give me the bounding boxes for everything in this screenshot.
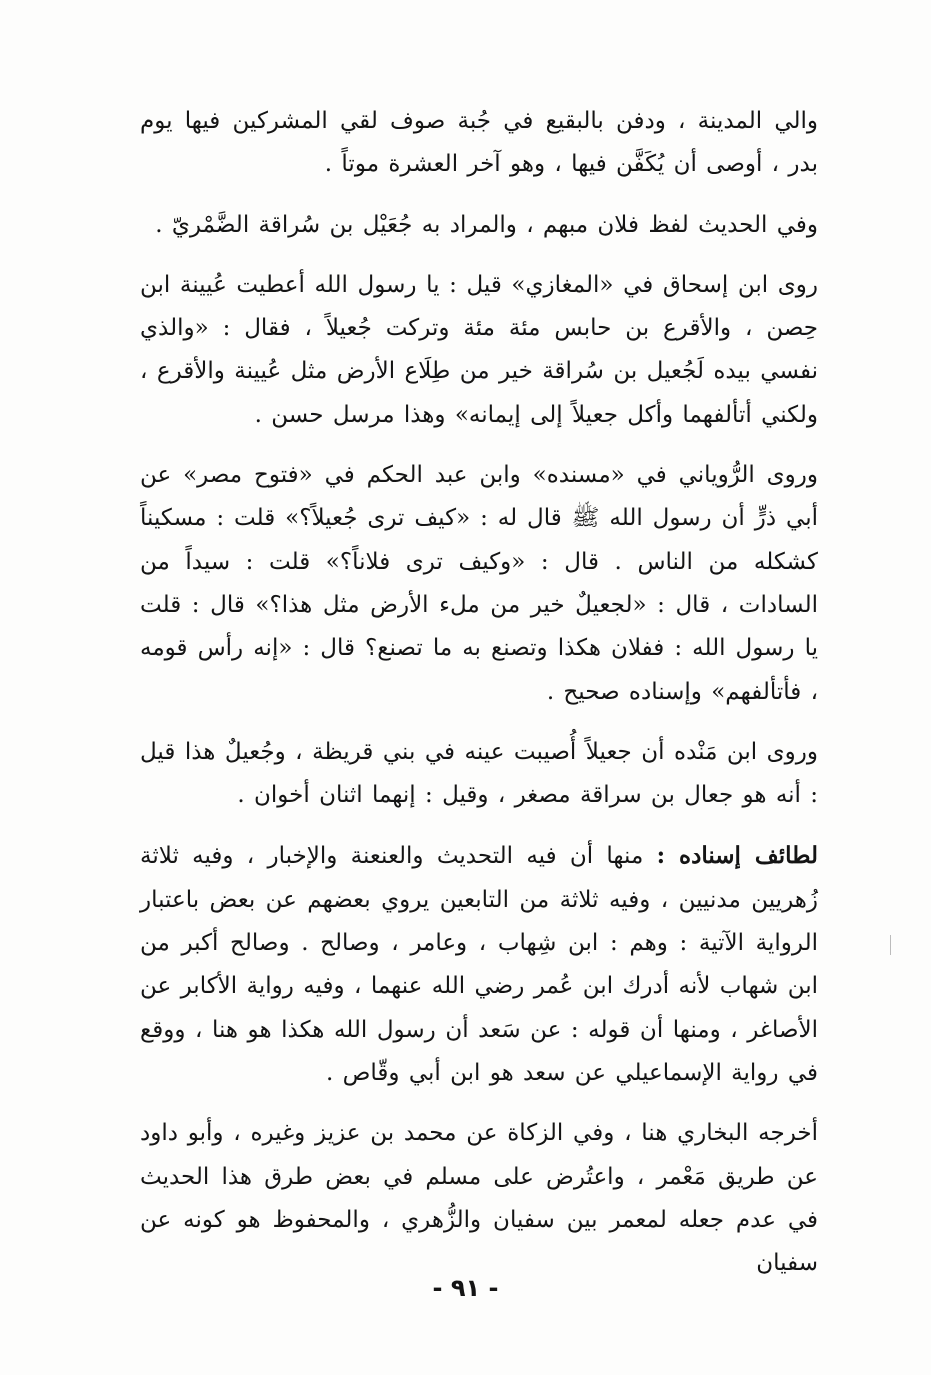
paragraph-1	[140, 100, 818, 187]
paragraph-7	[140, 1112, 818, 1285]
paragraph-1-text: والي المدينة ، ودفن بالبقيع في جُبة صوف لقي المشركين فيها يوم بدر ، أوصى أن يُكَفَّن فيها ، وهو آخر العشرة موتاً .	[140, 108, 818, 178]
page-number: - ٩١ -	[432, 1274, 499, 1302]
paragraph-5-text: وروى ابن مَنْده أن جعيلاً أُصيبت عينه في بني قريظة ، وجُعيلٌ هذا قيل : أنه هو جعال بن سراقة مصغر ، وقيل : إنهما اثنان أخوان .	[140, 738, 818, 809]
paragraph-5	[140, 731, 818, 818]
paragraph-2	[140, 204, 818, 247]
paragraph-3-text: روى ابن إسحاق في «المغازي» قيل : يا رسول الله أعطيت عُيينة ابن حِصن ، والأقرع بن حابس مئة مئة وتركت جُعيلاً ، فقال : «والذي نفسي بيده لَجُعيل بن سُراقة خير من طِلَاع الأرض مثل عُيينة والأقرع ، ولكني أتألفهما وأكل جعيلاً إلى إيمانه» وهذا مرسل حسن .	[140, 271, 818, 428]
section-heading-isnad: لطائف إسناده :	[656, 842, 819, 870]
paragraph-3	[140, 264, 818, 437]
paragraph-7-text: أخرجه البخاري هنا ، وفي الزكاة عن محمد بن عزيز وغيره ، وأبو داود عن طريق مَعْمر ، واعتُرض على مسلم في بعض طرق هذا الحديث في عدم جعله لمعمر بين سفيان والزُّهري ، والمحفوظ هو كونه عن سفيان	[140, 1120, 818, 1277]
paragraph-4-text: وروى الرُّوياني في «مسنده» وابن عبد الحكم في «فتوح مصر» عن أبي ذرٍّ أن رسول الله ﷺ قال له : «كيف ترى جُعيلاً؟» قلت : مسكيناً كشكله من الناس . قال : «وكيف ترى فلاناً؟» قلت : سيداً من السادات ، قال : «لجعيلٌ خير من ملء الأرض مثل هذا؟» قال : قلت يا رسول الله : ففلان هكذا وتصنع به ما تصنع؟ قال : «إنه رأس قومه ، فأتألفهم» وإسناده صحيح .	[140, 462, 818, 705]
paragraph-2-text: وفي الحديث لفظ فلان مبهم ، والمراد به جُعَيْل بن سُراقة الضَّمْريّ .	[155, 211, 818, 238]
paragraph-4	[140, 454, 818, 714]
paragraph-6	[140, 834, 818, 1095]
paragraph-6-text: منها أن فيه التحديث والعنعنة والإخبار ، وفيه ثلاثة زُهريين مدنيين ، وفيه ثلاثة من التابعين يروي بعضهم عن بعض باعتبار الرواية الآتية : وهم : ابن شِهاب ، وعامر ، وصالح . وصالح أكبر من ابن شهاب لأنه أدرك ابن عُمر رضي الله عنهما ، وفيه رواية الأكابر عن الأصاغر ، ومنها أن قوله : عن سَعد أن رسول الله هكذا هو هنا ، ووقع في رواية الإسماعيلي عن سعد هو ابن أبي وقّاص .	[140, 843, 818, 1086]
page-body	[140, 100, 818, 1320]
scan-edge-mark	[890, 935, 891, 955]
